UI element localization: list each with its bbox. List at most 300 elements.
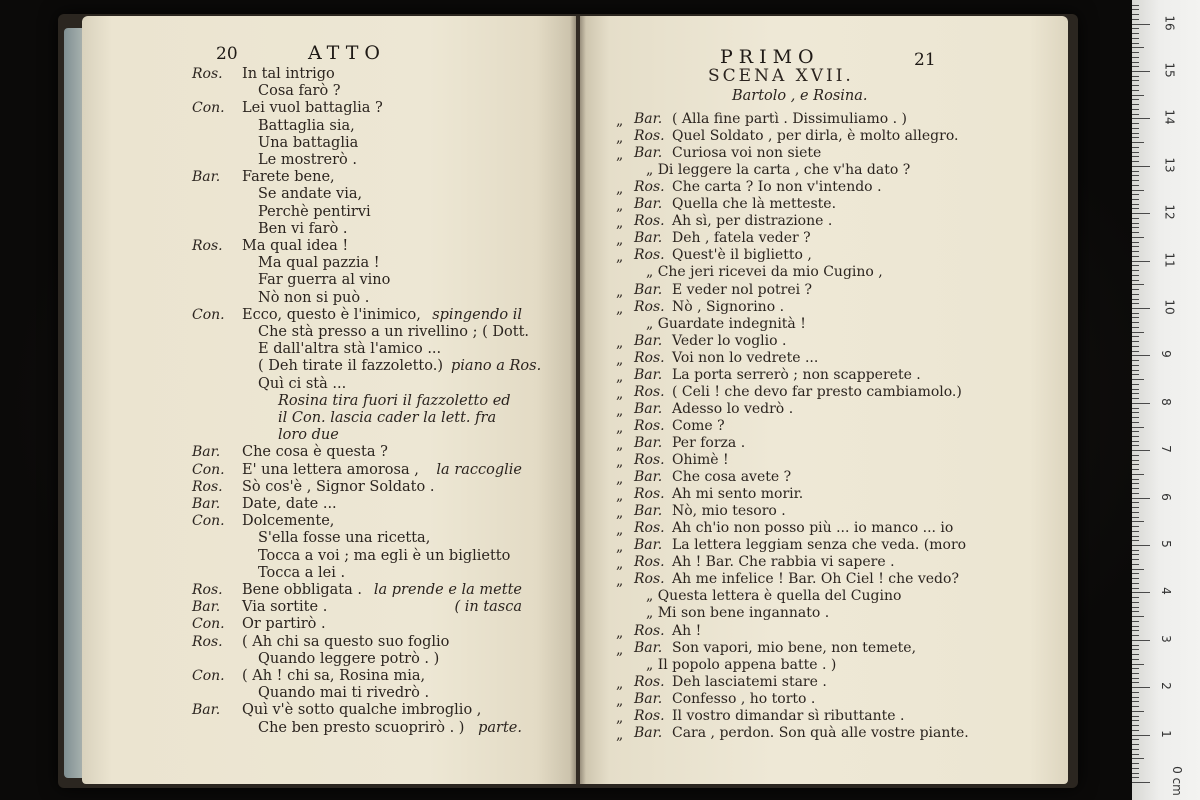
ruler-tick xyxy=(1132,782,1150,783)
ruler-tick xyxy=(1132,573,1139,574)
stage-direction: piano a Ros. xyxy=(451,358,542,375)
running-head-right: PRIMO xyxy=(720,46,820,68)
verse-line: Ben vi farò . xyxy=(258,220,348,237)
ruler-label: 10 xyxy=(1162,299,1177,315)
ruler-tick xyxy=(1132,389,1139,390)
ruler-tick xyxy=(1132,19,1139,20)
speaker-label: Bar. xyxy=(634,366,663,383)
speaker-label: Bar. xyxy=(634,111,663,127)
ruler-tick xyxy=(1132,374,1139,375)
verse-line: Quando leggere potrò . ) xyxy=(258,650,440,667)
quote-mark: „ xyxy=(616,624,624,641)
speaker-label: Ros. xyxy=(634,349,665,366)
speaker-label: Bar. xyxy=(634,639,663,656)
speaker-label: Bar. xyxy=(634,230,663,247)
speaker-label: Ros. xyxy=(192,633,223,650)
ruler-label: 3 xyxy=(1158,634,1173,643)
ruler-tick xyxy=(1132,14,1139,15)
ruler-label: 13 xyxy=(1162,157,1177,173)
speaker-label: Bar. xyxy=(634,690,663,707)
speaker-label: Bar. xyxy=(634,400,663,417)
speaker-label: Bar. xyxy=(192,702,221,719)
speaker-label: Ros. xyxy=(634,128,665,145)
speaker-label: Bar. xyxy=(634,281,663,298)
ruler-tick xyxy=(1132,735,1150,736)
verse-line: ( Ah chi sa questo suo foglio xyxy=(242,633,450,650)
ruler-tick xyxy=(1132,95,1144,96)
verse-line: S'ella fosse una ricetta, xyxy=(258,530,431,547)
ruler-tick xyxy=(1132,166,1150,167)
ruler-tick xyxy=(1132,479,1139,480)
ruler-label: 15 xyxy=(1162,62,1177,78)
verse-line: Le mostrerò . xyxy=(258,152,357,168)
verse-line: Ah sì, per distrazione . xyxy=(672,213,833,230)
quote-mark: „ xyxy=(616,539,624,556)
ruler-tick xyxy=(1132,43,1139,44)
ruler-tick xyxy=(1132,161,1139,162)
verse-line: Tocca a lei . xyxy=(258,564,346,581)
ruler-tick xyxy=(1132,246,1139,247)
verse-line: ( Celi ! che devo far presto cambiamolo.) xyxy=(672,383,962,400)
scene-title: SCENA XVII. xyxy=(708,66,854,86)
scene-characters: Bartolo , e Rosina. xyxy=(732,88,868,104)
quote-mark: „ xyxy=(616,402,624,419)
ruler-tick xyxy=(1132,322,1139,323)
verse-line: Curiosa voi non siete xyxy=(672,145,822,162)
ruler-tick xyxy=(1132,180,1139,181)
verse-line: Via sortite . xyxy=(242,599,328,616)
stage-direction: la raccoglie xyxy=(436,461,522,478)
speaker-label: Con. xyxy=(192,668,225,684)
verse-line: Che ben presto scuoprirò . ) xyxy=(258,719,465,736)
ruler-tick xyxy=(1132,559,1139,560)
quote-mark: „ xyxy=(616,300,624,317)
speaker-label: Con. xyxy=(192,306,225,323)
stage-direction: la prende e la mette xyxy=(373,582,522,598)
ruler-tick xyxy=(1132,251,1139,252)
ruler-label: 16 xyxy=(1162,14,1177,31)
speaker-label: Ros. xyxy=(634,554,665,571)
ruler-tick xyxy=(1132,749,1139,750)
verse-line: Lei vuol battaglia ? xyxy=(242,100,383,117)
speaker-label: Bar. xyxy=(192,599,221,616)
ruler-tick xyxy=(1132,498,1150,499)
ruler-tick xyxy=(1132,427,1144,428)
ruler-tick xyxy=(1132,616,1144,617)
ruler-tick xyxy=(1132,232,1139,233)
ruler-label: 6 xyxy=(1158,492,1173,501)
ruler-tick xyxy=(1132,194,1139,195)
verse-line: Cara , perdon. Son quà alle vostre piante. xyxy=(672,724,969,741)
ruler-tick xyxy=(1132,213,1150,214)
quote-mark: „ xyxy=(616,198,624,215)
quote-mark: „ xyxy=(616,419,624,436)
verse-line: E' una lettera amorosa , xyxy=(242,461,419,478)
quote-mark: „ xyxy=(616,385,624,402)
ruler-tick xyxy=(1132,474,1144,475)
quote-mark: „ xyxy=(616,675,624,692)
verse-line: Che cosa è questa ? xyxy=(242,444,388,461)
speaker-label: Ros. xyxy=(634,486,665,503)
ruler-tick xyxy=(1132,52,1139,53)
verse-line: Deh , fatela veder ? xyxy=(672,230,811,247)
verse-line: Ohimè ! xyxy=(672,452,729,468)
verse-line: Se andate via, xyxy=(258,186,363,203)
ruler-tick xyxy=(1132,24,1150,25)
speaker-label: Ros. xyxy=(192,238,223,254)
ruler-tick xyxy=(1132,645,1139,646)
verse-line: Ah mi sento morir. xyxy=(672,486,804,503)
ruler-tick xyxy=(1132,284,1144,285)
verse-line: Che carta ? Io non v'intendo . xyxy=(672,179,882,196)
verse-line: Ma qual pazzia ! xyxy=(258,255,380,272)
verse-line: Come ? xyxy=(672,417,725,434)
page-number-left: 20 xyxy=(216,44,238,64)
ruler-tick xyxy=(1132,739,1139,740)
speaker-label: Ros. xyxy=(634,622,665,639)
speaker-label: Ros. xyxy=(634,417,665,434)
verse-line: Nò, mio tesoro . xyxy=(672,503,786,520)
verse-line: Quest'è il biglietto , xyxy=(672,247,812,264)
ruler-tick xyxy=(1132,147,1139,148)
ruler-tick xyxy=(1132,80,1139,81)
ruler-tick xyxy=(1132,673,1139,674)
ruler-tick xyxy=(1132,464,1139,465)
ruler-tick xyxy=(1132,346,1139,347)
verse-line: „ Che jeri ricevei da mio Cugino , xyxy=(646,264,883,281)
ruler-tick xyxy=(1132,550,1139,551)
verse-line: E dall'altra stà l'amico ... xyxy=(258,341,442,358)
ruler-tick xyxy=(1132,142,1144,143)
verse-line: Che cosa avete ? xyxy=(672,469,792,486)
ruler-tick xyxy=(1132,365,1139,366)
ruler-label: 9 xyxy=(1158,350,1173,359)
ruler-tick xyxy=(1132,412,1139,413)
ruler-tick xyxy=(1132,303,1139,304)
ruler-tick xyxy=(1132,725,1139,726)
quote-mark: „ xyxy=(616,334,624,351)
left-page xyxy=(82,16,576,784)
verse-line: Ah me infelice ! Bar. Oh Ciel ! che vedo? xyxy=(672,571,959,588)
speaker-label: Ros. xyxy=(634,247,665,264)
ruler-tick xyxy=(1132,517,1139,518)
ruler-tick xyxy=(1132,370,1139,371)
ruler-tick xyxy=(1132,602,1139,603)
ruler-tick xyxy=(1132,730,1139,731)
verse-line: In tal intrigo xyxy=(242,66,335,82)
speaker-label: Bar. xyxy=(634,469,663,486)
ruler-tick xyxy=(1132,540,1139,541)
speaker-label: Ros. xyxy=(634,520,665,537)
ruler-tick xyxy=(1132,469,1139,470)
verse-line: Nò non si può . xyxy=(258,289,370,306)
ruler-tick xyxy=(1132,128,1139,129)
ruler-tick xyxy=(1132,57,1139,58)
ruler-tick xyxy=(1132,431,1139,432)
ruler-tick xyxy=(1132,204,1139,205)
ruler-tick xyxy=(1132,697,1139,698)
ruler-tick xyxy=(1132,777,1139,778)
ruler-tick xyxy=(1132,109,1139,110)
ruler-tick xyxy=(1132,351,1139,352)
ruler-tick xyxy=(1132,408,1139,409)
ruler-tick xyxy=(1132,744,1139,745)
quote-mark: „ xyxy=(616,522,624,539)
ruler-tick xyxy=(1132,261,1150,262)
verse-line: Date, date ... xyxy=(242,496,337,512)
ruler-tick xyxy=(1132,436,1139,437)
ruler-label: 0 cm xyxy=(1169,766,1184,796)
ruler-tick xyxy=(1132,118,1150,119)
quote-mark: „ xyxy=(616,232,624,249)
stage-direction: spingendo il xyxy=(432,306,522,323)
ruler-tick xyxy=(1132,133,1139,134)
quote-mark: „ xyxy=(616,454,624,470)
verse-line: ( Ah ! chi sa, Rosina mia, xyxy=(242,668,426,684)
ruler-tick xyxy=(1132,441,1139,442)
verse-line: Sò cos'è , Signor Soldato . xyxy=(242,478,435,495)
ruler-tick xyxy=(1132,502,1139,503)
quote-mark: „ xyxy=(616,471,624,488)
ruler-tick xyxy=(1132,758,1144,759)
speaker-label: Bar. xyxy=(634,503,663,520)
stage-direction: Rosina tira fuori il fazzoletto ed xyxy=(278,392,511,409)
verse-line: La lettera leggiam senza che veda. (moro xyxy=(672,537,967,554)
ruler-tick xyxy=(1132,654,1139,655)
verse-line: Quì ci stà ... xyxy=(258,375,347,392)
verse-line: La porta serrerò ; non scapperete . xyxy=(672,366,921,383)
ruler-tick xyxy=(1132,682,1139,683)
ruler-tick xyxy=(1132,583,1139,584)
quote-mark: „ xyxy=(616,709,624,726)
quote-mark: „ xyxy=(616,368,624,385)
speaker-label: Con. xyxy=(192,100,225,117)
ruler-tick xyxy=(1132,313,1139,314)
speaker-label: Bar. xyxy=(634,196,663,213)
ruler-tick xyxy=(1132,398,1139,399)
ruler-tick xyxy=(1132,597,1139,598)
ruler-tick xyxy=(1132,341,1139,342)
speaker-label: Bar. xyxy=(192,444,221,461)
speaker-label: Ros. xyxy=(634,213,665,230)
ruler-tick xyxy=(1132,640,1150,641)
ruler-label: 4 xyxy=(1158,587,1173,596)
ruler-tick xyxy=(1132,545,1150,546)
verse-line: Far guerra al vino xyxy=(258,272,391,289)
page-number-right: 21 xyxy=(914,50,936,70)
ruler-tick xyxy=(1132,521,1144,522)
ruler-tick xyxy=(1132,664,1144,665)
ruler-tick xyxy=(1132,635,1139,636)
ruler-tick xyxy=(1132,460,1139,461)
ruler-tick xyxy=(1132,317,1139,318)
speaker-label: Ros. xyxy=(634,383,665,400)
ruler-tick xyxy=(1132,768,1139,769)
verse-line: E veder nol potrei ? xyxy=(672,281,813,298)
ruler-tick xyxy=(1132,360,1139,361)
ruler-tick xyxy=(1132,33,1139,34)
ruler-tick xyxy=(1132,123,1139,124)
stage-direction: ( in tasca xyxy=(454,599,522,616)
verse-line: Una battaglia xyxy=(258,134,359,151)
ruler-tick xyxy=(1132,270,1139,271)
ruler-tick xyxy=(1132,393,1139,394)
speaker-label: Ros. xyxy=(634,298,665,315)
quote-mark: „ xyxy=(616,113,624,129)
speaker-label: Bar. xyxy=(634,332,663,349)
ruler-tick xyxy=(1132,384,1139,385)
ruler-tick xyxy=(1132,9,1139,10)
ruler-label: 1 xyxy=(1158,729,1173,738)
ruler-tick xyxy=(1132,199,1139,200)
quote-mark: „ xyxy=(616,573,624,590)
ruler-tick xyxy=(1132,668,1139,669)
speaker-label: Con. xyxy=(192,616,225,633)
ruler-tick xyxy=(1132,175,1139,176)
verse-line: Perchè pentirvi xyxy=(258,203,371,220)
verse-line: Nò , Signorino . xyxy=(672,298,785,315)
ruler-tick xyxy=(1132,536,1139,537)
ruler-tick xyxy=(1132,308,1150,309)
ruler-tick xyxy=(1132,104,1139,105)
verse-line: Son vapori, mio bene, non temete, xyxy=(672,639,917,656)
verse-line: ( Alla fine partì . Dissimuliamo . ) xyxy=(672,111,907,127)
quote-mark: „ xyxy=(616,283,624,300)
ruler-tick xyxy=(1132,678,1139,679)
speaker-label: Con. xyxy=(192,513,225,530)
verse-line: Adesso lo vedrò . xyxy=(672,400,794,417)
ruler-tick xyxy=(1132,332,1144,333)
speaker-label: Bar. xyxy=(634,434,663,451)
stage-direction: il Con. lascia cader la lett. fra xyxy=(278,410,497,426)
ruler-tick xyxy=(1132,569,1144,570)
verse-line: Bene obbligata . xyxy=(242,582,362,598)
ruler-label: 14 xyxy=(1162,109,1177,126)
ruler-tick xyxy=(1132,716,1139,717)
ruler-tick xyxy=(1132,630,1139,631)
ruler-tick xyxy=(1132,62,1139,63)
stage-direction: parte. xyxy=(478,719,522,736)
ruler-tick xyxy=(1132,592,1150,593)
verse-line: Quella che là metteste. xyxy=(672,196,837,213)
ruler-tick xyxy=(1132,256,1139,257)
quote-mark: „ xyxy=(616,147,624,164)
ruler-tick xyxy=(1132,5,1139,6)
quote-mark: „ xyxy=(616,249,624,266)
ruler-tick xyxy=(1132,626,1139,627)
verse-line: „ Mi son bene ingannato . xyxy=(646,605,830,622)
verse-line: Battaglia sia, xyxy=(258,117,355,134)
measuring-ruler xyxy=(1132,0,1200,800)
ruler-tick xyxy=(1132,85,1139,86)
verse-line: Ma qual idea ! xyxy=(242,238,349,254)
ruler-tick xyxy=(1132,190,1144,191)
ruler-label: 7 xyxy=(1158,445,1173,454)
ruler-tick xyxy=(1132,611,1139,612)
quote-mark: „ xyxy=(616,436,624,453)
ruler-tick xyxy=(1132,554,1139,555)
ruler-tick xyxy=(1132,327,1139,328)
ruler-tick xyxy=(1132,483,1139,484)
ruler-tick xyxy=(1132,152,1139,153)
ruler-tick xyxy=(1132,99,1139,100)
ruler-tick xyxy=(1132,720,1139,721)
verse-line: Ah ch'io non posso più ... io manco ... io xyxy=(672,520,954,537)
speaker-label: Bar. xyxy=(192,496,221,512)
ruler-tick xyxy=(1132,156,1139,157)
ruler-tick xyxy=(1132,450,1150,451)
ruler-tick xyxy=(1132,208,1139,209)
ruler-tick xyxy=(1132,754,1139,755)
verse-line: Per forza . xyxy=(672,434,746,451)
ruler-tick xyxy=(1132,38,1139,39)
ruler-tick xyxy=(1132,512,1139,513)
verse-line: „ Di leggere la carta , che v'ha dato ? xyxy=(646,162,911,179)
verse-line: Voi non lo vedrete ... xyxy=(672,349,819,366)
quote-mark: „ xyxy=(616,692,624,709)
ruler-tick xyxy=(1132,422,1139,423)
ruler-tick xyxy=(1132,66,1139,67)
ruler-tick xyxy=(1132,417,1139,418)
verse-line: Confesso , ho torto . xyxy=(672,690,816,707)
ruler-tick xyxy=(1132,773,1139,774)
ruler-tick xyxy=(1132,507,1139,508)
ruler-tick xyxy=(1132,114,1139,115)
verse-line: Quando mai ti rivedrò . xyxy=(258,685,430,702)
verse-line: Quel Soldato , per dirla, è molto allegro. xyxy=(672,128,959,145)
ruler-tick xyxy=(1132,564,1139,565)
quote-mark: „ xyxy=(616,351,624,368)
ruler-tick xyxy=(1132,76,1139,77)
verse-line: ( Deh tirate il fazzoletto.) xyxy=(258,358,443,375)
ruler-tick xyxy=(1132,649,1139,650)
ruler-tick xyxy=(1132,71,1150,72)
verse-line: Or partirò . xyxy=(242,616,326,633)
speaker-label: Bar. xyxy=(634,537,663,554)
speaker-label: Ros. xyxy=(192,582,223,598)
ruler-tick xyxy=(1132,493,1139,494)
ruler-tick xyxy=(1132,336,1139,337)
ruler-tick xyxy=(1132,47,1144,48)
quote-mark: „ xyxy=(616,130,624,147)
ruler-tick xyxy=(1132,403,1150,404)
verse-line: Ah ! xyxy=(672,622,702,639)
ruler-tick xyxy=(1132,185,1139,186)
speaker-label: Ros. xyxy=(634,707,665,724)
speaker-label: Ros. xyxy=(192,478,223,495)
quote-mark: „ xyxy=(616,181,624,198)
ruler-tick xyxy=(1132,578,1139,579)
verse-line: Ah ! Bar. Che rabbia vi sapere . xyxy=(672,554,895,571)
ruler-tick xyxy=(1132,218,1139,219)
ruler-tick xyxy=(1132,445,1139,446)
quote-mark: „ xyxy=(616,556,624,573)
verse-line: Dolcemente, xyxy=(242,513,335,530)
ruler-tick xyxy=(1132,265,1139,266)
ruler-tick xyxy=(1132,294,1139,295)
speaker-label: Bar. xyxy=(634,145,663,162)
verse-line: „ Questa lettera è quella del Cugino xyxy=(646,588,902,605)
ruler-tick xyxy=(1132,711,1144,712)
speaker-label: Ros. xyxy=(634,673,665,690)
speaker-label: Bar. xyxy=(192,169,221,186)
verse-line: „ Guardate indegnità ! xyxy=(646,315,806,332)
ruler-tick xyxy=(1132,289,1139,290)
ruler-tick xyxy=(1132,90,1139,91)
verse-line: Farete bene, xyxy=(242,169,335,186)
ruler-tick xyxy=(1132,455,1139,456)
right-page xyxy=(580,16,1068,784)
